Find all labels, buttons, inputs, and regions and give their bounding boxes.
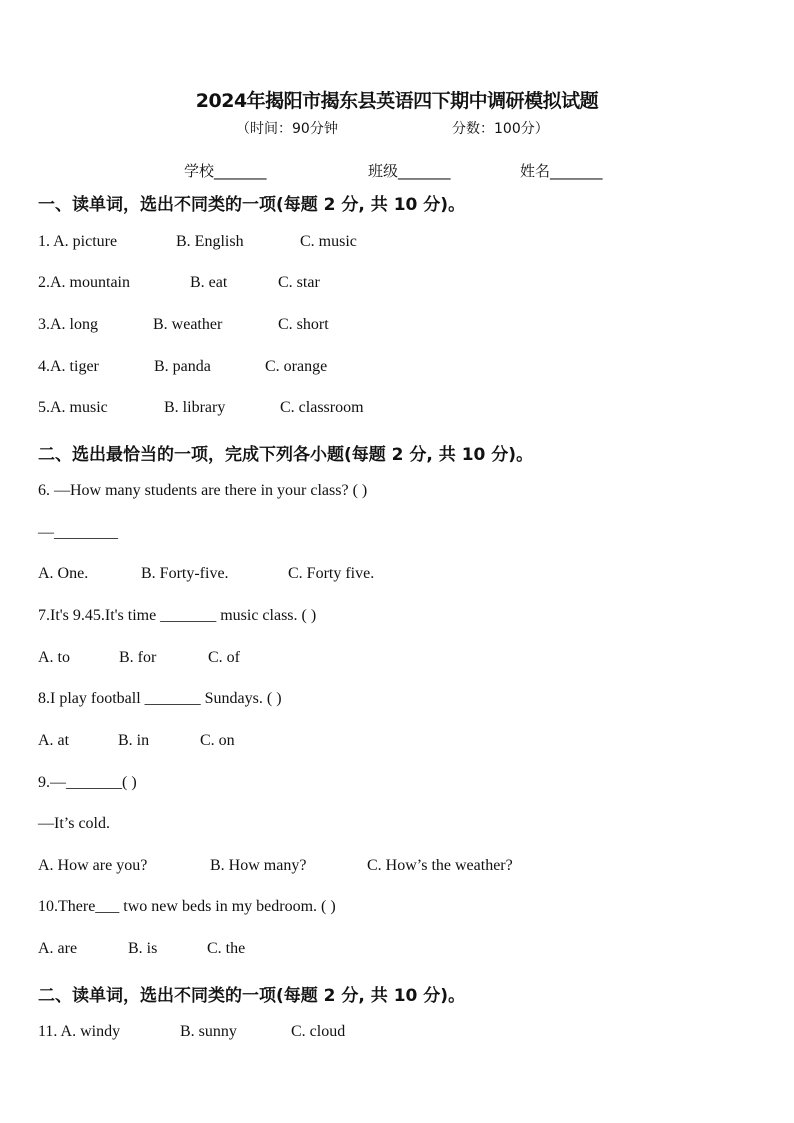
q3-option-c: C. short — [278, 316, 329, 333]
exam-score: 分数：100分） — [452, 121, 549, 137]
q6-stem: 6. —How many students are there in your class? ( ) — [38, 482, 368, 499]
class-field: 班级_______ — [368, 162, 451, 180]
q9-option-c: C. How’s the weather? — [367, 857, 513, 874]
q6-option-b: B. Forty-five. — [141, 565, 229, 582]
name-field: 姓名_______ — [520, 162, 603, 180]
q2-option-a: 2.A. mountain — [38, 274, 130, 291]
q6-answer-blank: —________ — [38, 524, 118, 541]
q3-option-b: B. weather — [153, 316, 223, 333]
q9-option-a: A. How are you? — [38, 857, 148, 874]
section-1-heading: 一、读单词，选出不同类的一项(每题 2 分, 共 10 分)。 — [38, 195, 466, 215]
q1-option-c: C. music — [300, 233, 357, 250]
q5-option-b: B. library — [164, 399, 226, 416]
q11-option-c: C. cloud — [291, 1023, 346, 1040]
q9-option-b: B. How many? — [210, 857, 307, 874]
q4-option-c: C. orange — [265, 358, 328, 375]
q2-option-c: C. star — [278, 274, 320, 291]
q3-option-a: 3.A. long — [38, 316, 98, 333]
q9-stem: 9.—_______( ) — [38, 774, 137, 791]
q10-stem: 10.There___ two new beds in my bedroom. ( ) — [38, 898, 336, 915]
q7-stem: 7.It's 9.45.It's time _______ music class. ( ) — [38, 607, 317, 624]
q11-option-b: B. sunny — [180, 1023, 237, 1040]
q9-response: —It’s cold. — [38, 815, 110, 832]
q10-option-a: A. are — [38, 940, 78, 957]
school-field: 学校_______ — [184, 162, 267, 180]
q8-option-a: A. at — [38, 732, 70, 749]
section-3-heading: 二、读单词，选出不同类的一项(每题 2 分, 共 10 分)。 — [38, 986, 466, 1006]
q5-option-a: 5.A. music — [38, 399, 108, 416]
q1-option-a: 1. A. picture — [38, 233, 118, 250]
q10-option-c: C. the — [207, 940, 246, 957]
q8-stem: 8.I play football _______ Sundays. ( ) — [38, 690, 282, 707]
q8-option-b: B. in — [118, 732, 150, 749]
q6-option-a: A. One. — [38, 565, 89, 582]
q4-option-b: B. panda — [154, 358, 211, 375]
q2-option-b: B. eat — [190, 274, 228, 291]
exam-time: （时间：90分钟 — [236, 121, 338, 137]
q11-option-a: 11. A. windy — [38, 1023, 121, 1040]
q4-option-a: 4.A. tiger — [38, 358, 99, 375]
section-2-heading: 二、选出最恰当的一项，完成下列各小题(每题 2 分, 共 10 分)。 — [38, 445, 534, 465]
q8-option-c: C. on — [200, 732, 235, 749]
page-title: 2024年揭阳市揭东县英语四下期中调研模拟试题 — [195, 90, 599, 112]
q1-option-b: B. English — [176, 233, 244, 250]
q7-option-b: B. for — [119, 649, 157, 666]
q6-option-c: C. Forty five. — [288, 565, 375, 582]
q5-option-c: C. classroom — [280, 399, 364, 416]
q7-option-a: A. to — [38, 649, 70, 666]
q7-option-c: C. of — [208, 649, 240, 666]
q10-option-b: B. is — [128, 940, 158, 957]
